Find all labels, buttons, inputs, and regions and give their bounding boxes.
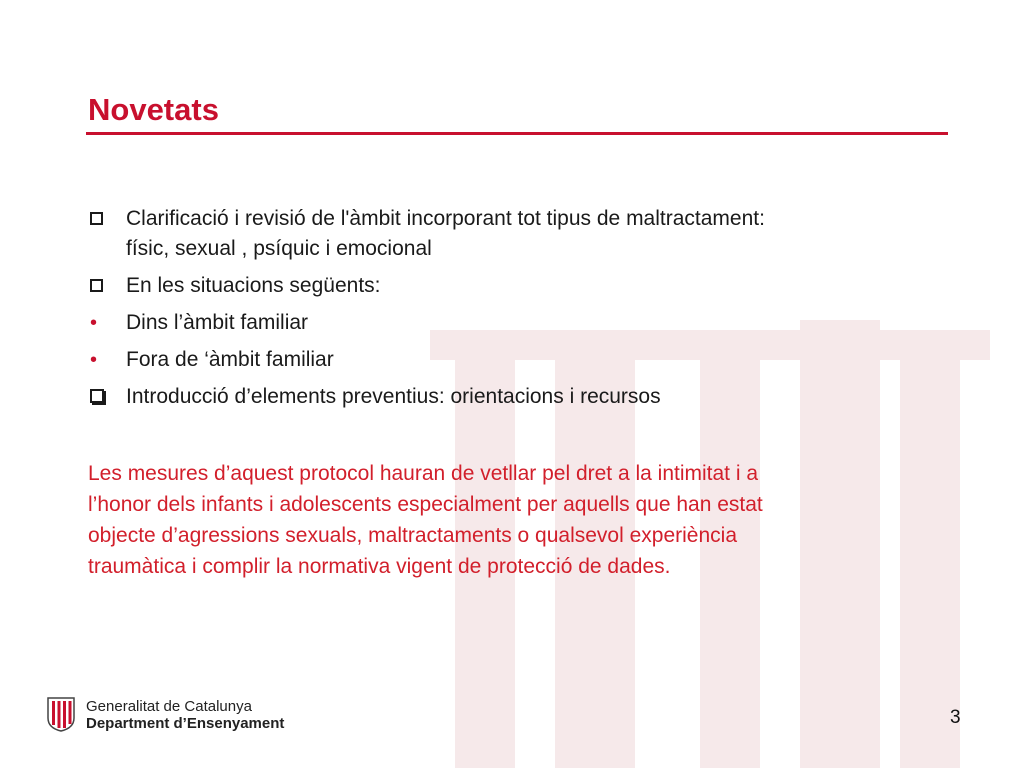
bullet-text: Clarificació i revisió de l'àmbit incorporant tot tipus de maltractament: físic, sexual , psíquic i emocional xyxy=(126,207,765,260)
bullet-item xyxy=(88,382,928,412)
bullet-list xyxy=(88,204,928,419)
red-paragraph: Les mesures d’aquest protocol hauran de vetllar pel dret a la intimitat i a l’honor dels infants i adolescents especialment per aquells que han estat objecte d’agressions sexuals, maltractaments o qualsevol experiència traumàtica i complir la normativa vigent de protecció de dades. xyxy=(88,462,763,578)
generalitat-logo-icon xyxy=(46,696,76,737)
footer-organization xyxy=(86,698,284,732)
bullet-item xyxy=(88,345,928,375)
square-bullet-icon xyxy=(90,271,103,301)
square-bullet-icon xyxy=(90,204,103,234)
bullet-text: Dins l’àmbit familiar xyxy=(126,311,309,334)
bullet-item xyxy=(88,271,928,301)
org-name: Generalitat de Catalunya xyxy=(86,698,252,715)
bullet-item xyxy=(88,308,928,338)
bullet-text: En les situacions següents: xyxy=(126,274,381,297)
bullet-text: Introducció d’elements preventius: orientacions i recursos xyxy=(126,385,661,408)
slide-title: Novetats xyxy=(88,92,219,127)
title-underline xyxy=(86,132,948,135)
dot-bullet-icon: • xyxy=(90,312,98,334)
department-name: Department d’Ensenyament xyxy=(86,715,285,732)
shadow-square-bullet-icon xyxy=(90,382,104,412)
dot-bullet-icon: • xyxy=(90,349,98,371)
page-number: 3 xyxy=(950,707,961,728)
bullet-item xyxy=(88,204,928,264)
bullet-text: Fora de ‘àmbit familiar xyxy=(126,348,334,371)
